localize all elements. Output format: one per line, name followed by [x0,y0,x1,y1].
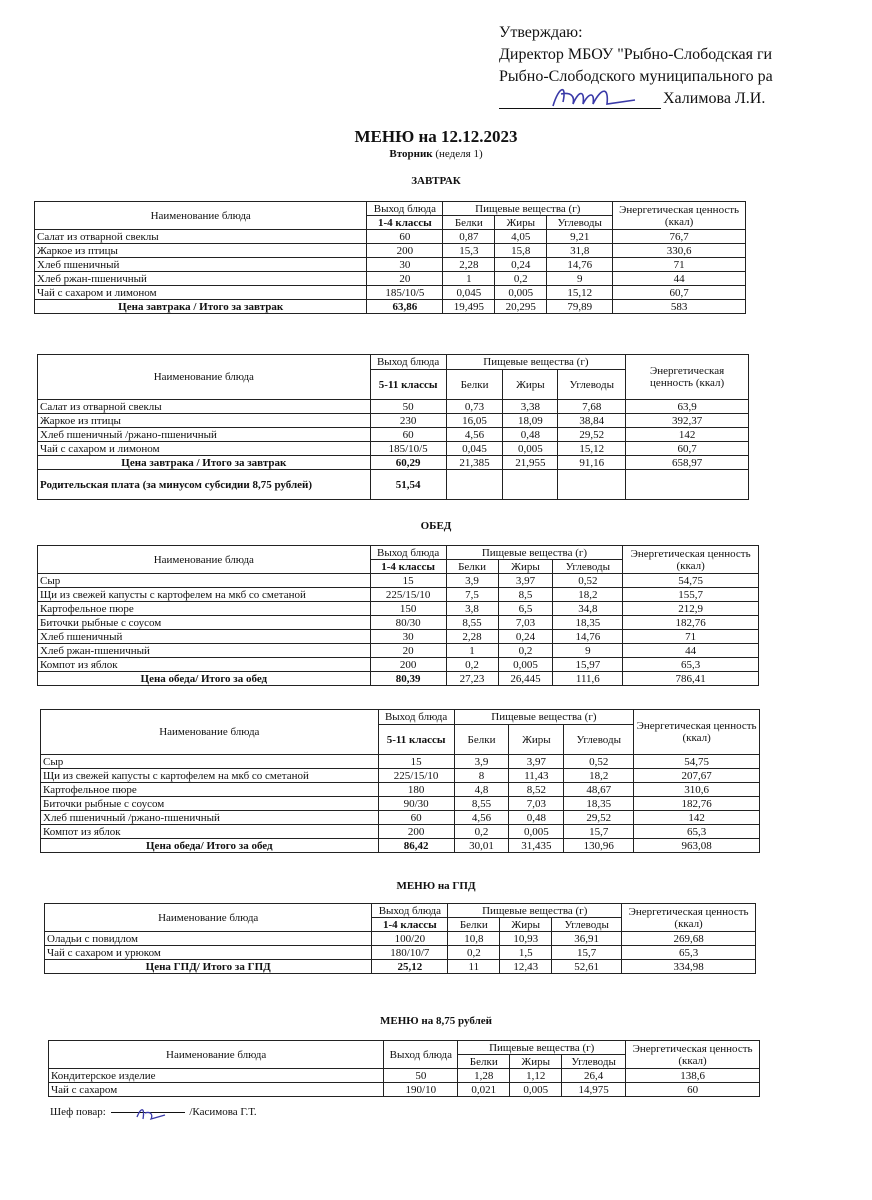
header-energy: Энергетическая ценность (ккал) [634,710,760,755]
carbs-value: 15,7 [564,825,634,839]
yield-value: 200 [378,825,454,839]
energy-value: 60 [626,1083,760,1097]
table-row [38,616,759,630]
header-yield: Выход блюда [372,904,448,918]
proteins-value: 8,55 [454,797,509,811]
total-carbs: 91,16 [558,456,626,470]
parent-fee-label: Родительская плата (за минусом субсидии 8,75 рублей) [38,470,371,500]
dish-name: Щи из свежей капусты с картофелем на мкб со сметаной [38,588,371,602]
fats-value: 6,5 [498,602,553,616]
yield-value: 190/10 [384,1083,458,1097]
fats-value: 0,005 [495,286,547,300]
proteins-value: 16,05 [446,414,503,428]
energy-value: 54,75 [623,574,759,588]
yield-value: 60 [367,230,443,244]
parent-fee-value: 51,54 [370,470,446,500]
total-price: 86,42 [378,839,454,853]
fats-value: 0,24 [498,630,553,644]
dish-name: Чай с сахаром [49,1083,384,1097]
energy-value: 269,68 [622,932,756,946]
dish-name: Хлеб пшеничный /ржано-пшеничный [41,811,379,825]
proteins-value: 0,021 [458,1083,510,1097]
dish-name: Салат из отварной свеклы [38,400,371,414]
header-yield: Выход блюда [367,202,443,216]
header-carbs: Углеводы [552,918,622,932]
yield-value: 185/10/5 [367,286,443,300]
fats-value: 0,005 [509,825,564,839]
header-yield: Выход блюда [370,355,446,370]
table-row [35,272,746,286]
section-gpd: МЕНЮ на ГПД [396,880,476,892]
fats-value: 0,48 [509,811,564,825]
table-row [35,286,746,300]
total-fats: 20,295 [495,300,547,314]
proteins-value: 0,045 [446,442,503,456]
proteins-value: 0,045 [443,286,495,300]
dish-name: Компот из яблок [38,658,371,672]
yield-value: 60 [370,428,446,442]
fats-value: 18,09 [503,414,558,428]
total-price: 63,86 [367,300,443,314]
dish-name: Картофельное пюре [38,602,371,616]
total-energy: 583 [613,300,746,314]
total-price: 60,29 [370,456,446,470]
header-fats: Жиры [503,370,558,400]
lunch-table-5-11 [40,709,760,853]
dish-name: Оладьи с повидлом [45,932,372,946]
energy-value: 54,75 [634,755,760,769]
fats-value: 3,97 [498,574,553,588]
header-class: 1-4 классы [367,216,443,230]
total-proteins: 27,23 [446,672,498,686]
header-proteins: Белки [446,370,503,400]
table-row [45,946,756,960]
carbs-value: 14,76 [553,630,623,644]
carbs-value: 29,52 [564,811,634,825]
table-row [38,644,759,658]
carbs-value: 18,35 [553,616,623,630]
header-carbs: Углеводы [558,370,626,400]
header-dish: Наименование блюда [41,710,379,755]
dish-name: Жаркое из птицы [35,244,367,258]
header-dish: Наименование блюда [49,1041,384,1069]
proteins-value: 10,8 [448,932,500,946]
carbs-value: 18,2 [553,588,623,602]
header-energy: Энергетическая ценность (ккал) [622,904,756,932]
total-proteins: 19,495 [443,300,495,314]
header-dish: Наименование блюда [38,546,371,574]
dish-name: Хлеб ржан-пшеничный [38,644,371,658]
energy-value: 212,9 [623,602,759,616]
page-title: МЕНЮ на 12.12.2023 [354,127,518,146]
energy-value: 60,7 [626,442,749,456]
table-row [41,825,760,839]
header-energy: Энергетическая ценность (ккал) [623,546,759,574]
header-nutrients: Пищевые вещества (г) [446,546,623,560]
total-label: Цена обеда/ Итого за обед [41,839,379,853]
carbs-value: 36,91 [552,932,622,946]
total-label: Цена завтрака / Итого за завтрак [35,300,367,314]
energy-value: 392,37 [626,414,749,428]
yield-value: 30 [367,258,443,272]
yield-value: 30 [370,630,446,644]
energy-value: 44 [623,644,759,658]
total-fats: 26,445 [498,672,553,686]
chef-label: Шеф повар: [50,1106,106,1118]
carbs-value: 29,52 [558,428,626,442]
energy-value: 142 [626,428,749,442]
table-row [41,783,760,797]
header-fats: Жиры [495,216,547,230]
dish-name: Чай с сахаром и лимоном [38,442,371,456]
dish-name: Щи из свежей капусты с картофелем на мкб со сметаной [41,769,379,783]
total-energy: 786,41 [623,672,759,686]
total-fats: 12,43 [500,960,552,974]
dish-name: Хлеб пшеничный [35,258,367,272]
proteins-value: 2,28 [443,258,495,272]
header-fats: Жиры [500,918,552,932]
fats-value: 1,12 [510,1069,562,1083]
total-label: Цена обеда/ Итого за обед [38,672,371,686]
dish-name: Жаркое из птицы [38,414,371,428]
fats-value: 0,2 [495,272,547,286]
table-row [38,602,759,616]
proteins-value: 3,9 [446,574,498,588]
yield-value: 50 [370,400,446,414]
section-menu-875: МЕНЮ на 8,75 рублей [380,1015,492,1027]
header-class: 1-4 классы [370,560,446,574]
total-fats: 31,435 [509,839,564,853]
table-row [49,1069,760,1083]
fats-value: 0,48 [503,428,558,442]
table-row [41,797,760,811]
day-name: Вторник [389,148,433,160]
carbs-value: 26,4 [562,1069,626,1083]
header-energy: Энергетическая ценность (ккал) [613,202,746,230]
header-nutrients: Пищевые вещества (г) [458,1041,626,1055]
header-nutrients: Пищевые вещества (г) [454,710,634,725]
dish-name: Биточки рыбные с соусом [38,616,371,630]
total-proteins: 21,385 [446,456,503,470]
fats-value: 3,97 [509,755,564,769]
yield-value: 50 [384,1069,458,1083]
yield-value: 150 [370,602,446,616]
yield-value: 200 [370,658,446,672]
week-label: (неделя 1) [435,148,483,160]
fats-value: 8,5 [498,588,553,602]
dish-name: Сыр [38,574,371,588]
fats-value: 10,93 [500,932,552,946]
total-row [41,839,760,853]
proteins-value: 8,55 [446,616,498,630]
carbs-value: 18,2 [564,769,634,783]
header-energy: Энергетическая ценность (ккал) [626,1041,760,1069]
table-row [35,230,746,244]
proteins-value: 4,56 [446,428,503,442]
table-row [41,755,760,769]
yield-value: 180/10/7 [372,946,448,960]
total-label: Цена завтрака / Итого за завтрак [38,456,371,470]
header-class: 5-11 классы [378,725,454,755]
table-row [45,932,756,946]
yield-value: 15 [370,574,446,588]
header-nutrients: Пищевые вещества (г) [446,355,626,370]
energy-value: 60,7 [613,286,746,300]
carbs-value: 0,52 [553,574,623,588]
carbs-value: 31,8 [547,244,613,258]
yield-value: 200 [367,244,443,258]
header-carbs: Углеводы [553,560,623,574]
header-proteins: Белки [448,918,500,932]
header-carbs: Углеводы [547,216,613,230]
header-carbs: Углеводы [562,1055,626,1069]
proteins-value: 2,28 [446,630,498,644]
energy-value: 65,3 [634,825,760,839]
table-row [49,1083,760,1097]
energy-value: 207,67 [634,769,760,783]
director-signature-icon [549,88,639,112]
energy-value: 44 [613,272,746,286]
total-price: 80,39 [370,672,446,686]
carbs-value: 0,52 [564,755,634,769]
header-proteins: Белки [454,725,509,755]
energy-value: 182,76 [634,797,760,811]
fats-value: 15,8 [495,244,547,258]
header-proteins: Белки [458,1055,510,1069]
dish-name: Биточки рыбные с соусом [41,797,379,811]
table-row [38,658,759,672]
table-row [35,244,746,258]
fats-value: 4,05 [495,230,547,244]
header-yield: Выход блюда [370,546,446,560]
yield-value: 225/15/10 [370,588,446,602]
total-carbs: 130,96 [564,839,634,853]
signature-line [499,88,859,112]
total-proteins: 11 [448,960,500,974]
carbs-value: 14,975 [562,1083,626,1097]
energy-value: 310,6 [634,783,760,797]
fats-value: 11,43 [509,769,564,783]
header-class: 1-4 классы [372,918,448,932]
proteins-value: 0,2 [454,825,509,839]
table-row [38,630,759,644]
total-proteins: 30,01 [454,839,509,853]
energy-value: 76,7 [613,230,746,244]
header-dish: Наименование блюда [35,202,367,230]
yield-value: 90/30 [378,797,454,811]
chef-signature-line [50,1106,257,1118]
fats-value: 7,03 [498,616,553,630]
table-row [35,258,746,272]
breakfast-table-1-4 [34,201,746,314]
total-carbs: 111,6 [553,672,623,686]
proteins-value: 1 [446,644,498,658]
section-breakfast: ЗАВТРАК [411,175,461,187]
approval-line-1: Утверждаю: [499,24,583,41]
dish-name: Хлеб ржан-пшеничный [35,272,367,286]
header-proteins: Белки [443,216,495,230]
gpd-table [44,903,756,974]
dish-name: Салат из отварной свеклы [35,230,367,244]
chef-signature-icon [131,1103,171,1123]
fats-value: 8,52 [509,783,564,797]
approval-line-2: Директор МБОУ "Рыбно-Слободская ги [499,46,773,63]
carbs-value: 48,67 [564,783,634,797]
signer-name: Халимова Л.И. [663,90,766,107]
energy-value: 63,9 [626,400,749,414]
chef-name: /Касимова Г.Т. [189,1106,257,1118]
dish-name: Чай с сахаром и урюком [45,946,372,960]
carbs-value: 15,7 [552,946,622,960]
header-energy: Энергетическая ценность (ккал) [626,355,749,400]
yield-value: 20 [367,272,443,286]
energy-value: 65,3 [622,946,756,960]
fats-value: 0,24 [495,258,547,272]
proteins-value: 1 [443,272,495,286]
total-energy: 658,97 [626,456,749,470]
carbs-value: 9 [553,644,623,658]
proteins-value: 8 [454,769,509,783]
dish-name: Чай с сахаром и лимоном [35,286,367,300]
table-row [41,769,760,783]
yield-value: 60 [378,811,454,825]
yield-value: 225/15/10 [378,769,454,783]
header-fats: Жиры [509,725,564,755]
menu-875-table [48,1040,760,1097]
proteins-value: 0,2 [446,658,498,672]
total-energy: 963,08 [634,839,760,853]
parent-fee-row [38,470,749,500]
carbs-value: 9,21 [547,230,613,244]
chef-signature-rule [111,1112,185,1113]
energy-value: 182,76 [623,616,759,630]
approval-block [499,22,859,112]
total-row [38,672,759,686]
total-price: 25,12 [372,960,448,974]
day-subtitle [0,148,872,160]
section-lunch: ОБЕД [420,520,452,532]
proteins-value: 15,3 [443,244,495,258]
carbs-value: 15,12 [547,286,613,300]
header-nutrients: Пищевые вещества (г) [448,904,622,918]
proteins-value: 4,56 [454,811,509,825]
carbs-value: 18,35 [564,797,634,811]
carbs-value: 9 [547,272,613,286]
header-dish: Наименование блюда [38,355,371,400]
proteins-value: 7,5 [446,588,498,602]
energy-value: 155,7 [623,588,759,602]
table-row [38,400,749,414]
dish-name: Сыр [41,755,379,769]
dish-name: Хлеб пшеничный /ржано-пшеничный [38,428,371,442]
header-fats: Жиры [498,560,553,574]
fats-value: 1,5 [500,946,552,960]
proteins-value: 4,8 [454,783,509,797]
lunch-table-1-4 [37,545,759,686]
carbs-value: 14,76 [547,258,613,272]
total-row [45,960,756,974]
yield-value: 100/20 [372,932,448,946]
energy-value: 138,6 [626,1069,760,1083]
dish-name: Кондитерское изделие [49,1069,384,1083]
table-row [41,811,760,825]
header-fats: Жиры [510,1055,562,1069]
total-carbs: 52,61 [552,960,622,974]
carbs-value: 34,8 [553,602,623,616]
proteins-value: 0,2 [448,946,500,960]
fats-value: 3,38 [503,400,558,414]
approval-line-3: Рыбно-Слободского муниципального ра [499,68,773,85]
table-row [38,428,749,442]
energy-value: 65,3 [623,658,759,672]
carbs-value: 15,12 [558,442,626,456]
energy-value: 71 [613,258,746,272]
total-row [38,456,749,470]
total-label: Цена ГПД/ Итого за ГПД [45,960,372,974]
breakfast-table-5-11 [37,354,749,500]
header-dish: Наименование блюда [45,904,372,932]
proteins-value: 0,73 [446,400,503,414]
total-fats: 21,955 [503,456,558,470]
total-row [35,300,746,314]
table-row [38,414,749,428]
table-row [38,442,749,456]
proteins-value: 1,28 [458,1069,510,1083]
yield-value: 80/30 [370,616,446,630]
table-row [38,588,759,602]
header-nutrients: Пищевые вещества (г) [443,202,613,216]
fats-value: 7,03 [509,797,564,811]
total-carbs: 79,89 [547,300,613,314]
fats-value: 0,2 [498,644,553,658]
energy-value: 71 [623,630,759,644]
dish-name: Компот из яблок [41,825,379,839]
header-proteins: Белки [446,560,498,574]
carbs-value: 38,84 [558,414,626,428]
yield-value: 20 [370,644,446,658]
yield-value: 180 [378,783,454,797]
fats-value: 0,005 [503,442,558,456]
energy-value: 142 [634,811,760,825]
header-yield: Выход блюда [384,1041,458,1069]
header-yield: Выход блюда [378,710,454,725]
total-energy: 334,98 [622,960,756,974]
header-class: 5-11 классы [370,370,446,400]
dish-name: Картофельное пюре [41,783,379,797]
energy-value: 330,6 [613,244,746,258]
fats-value: 0,005 [498,658,553,672]
carbs-value: 7,68 [558,400,626,414]
table-row [38,574,759,588]
yield-value: 230 [370,414,446,428]
yield-value: 15 [378,755,454,769]
dish-name: Хлеб пшеничный [38,630,371,644]
carbs-value: 15,97 [553,658,623,672]
yield-value: 185/10/5 [370,442,446,456]
proteins-value: 3,9 [454,755,509,769]
proteins-value: 0,87 [443,230,495,244]
header-carbs: Углеводы [564,725,634,755]
fats-value: 0,005 [510,1083,562,1097]
proteins-value: 3,8 [446,602,498,616]
